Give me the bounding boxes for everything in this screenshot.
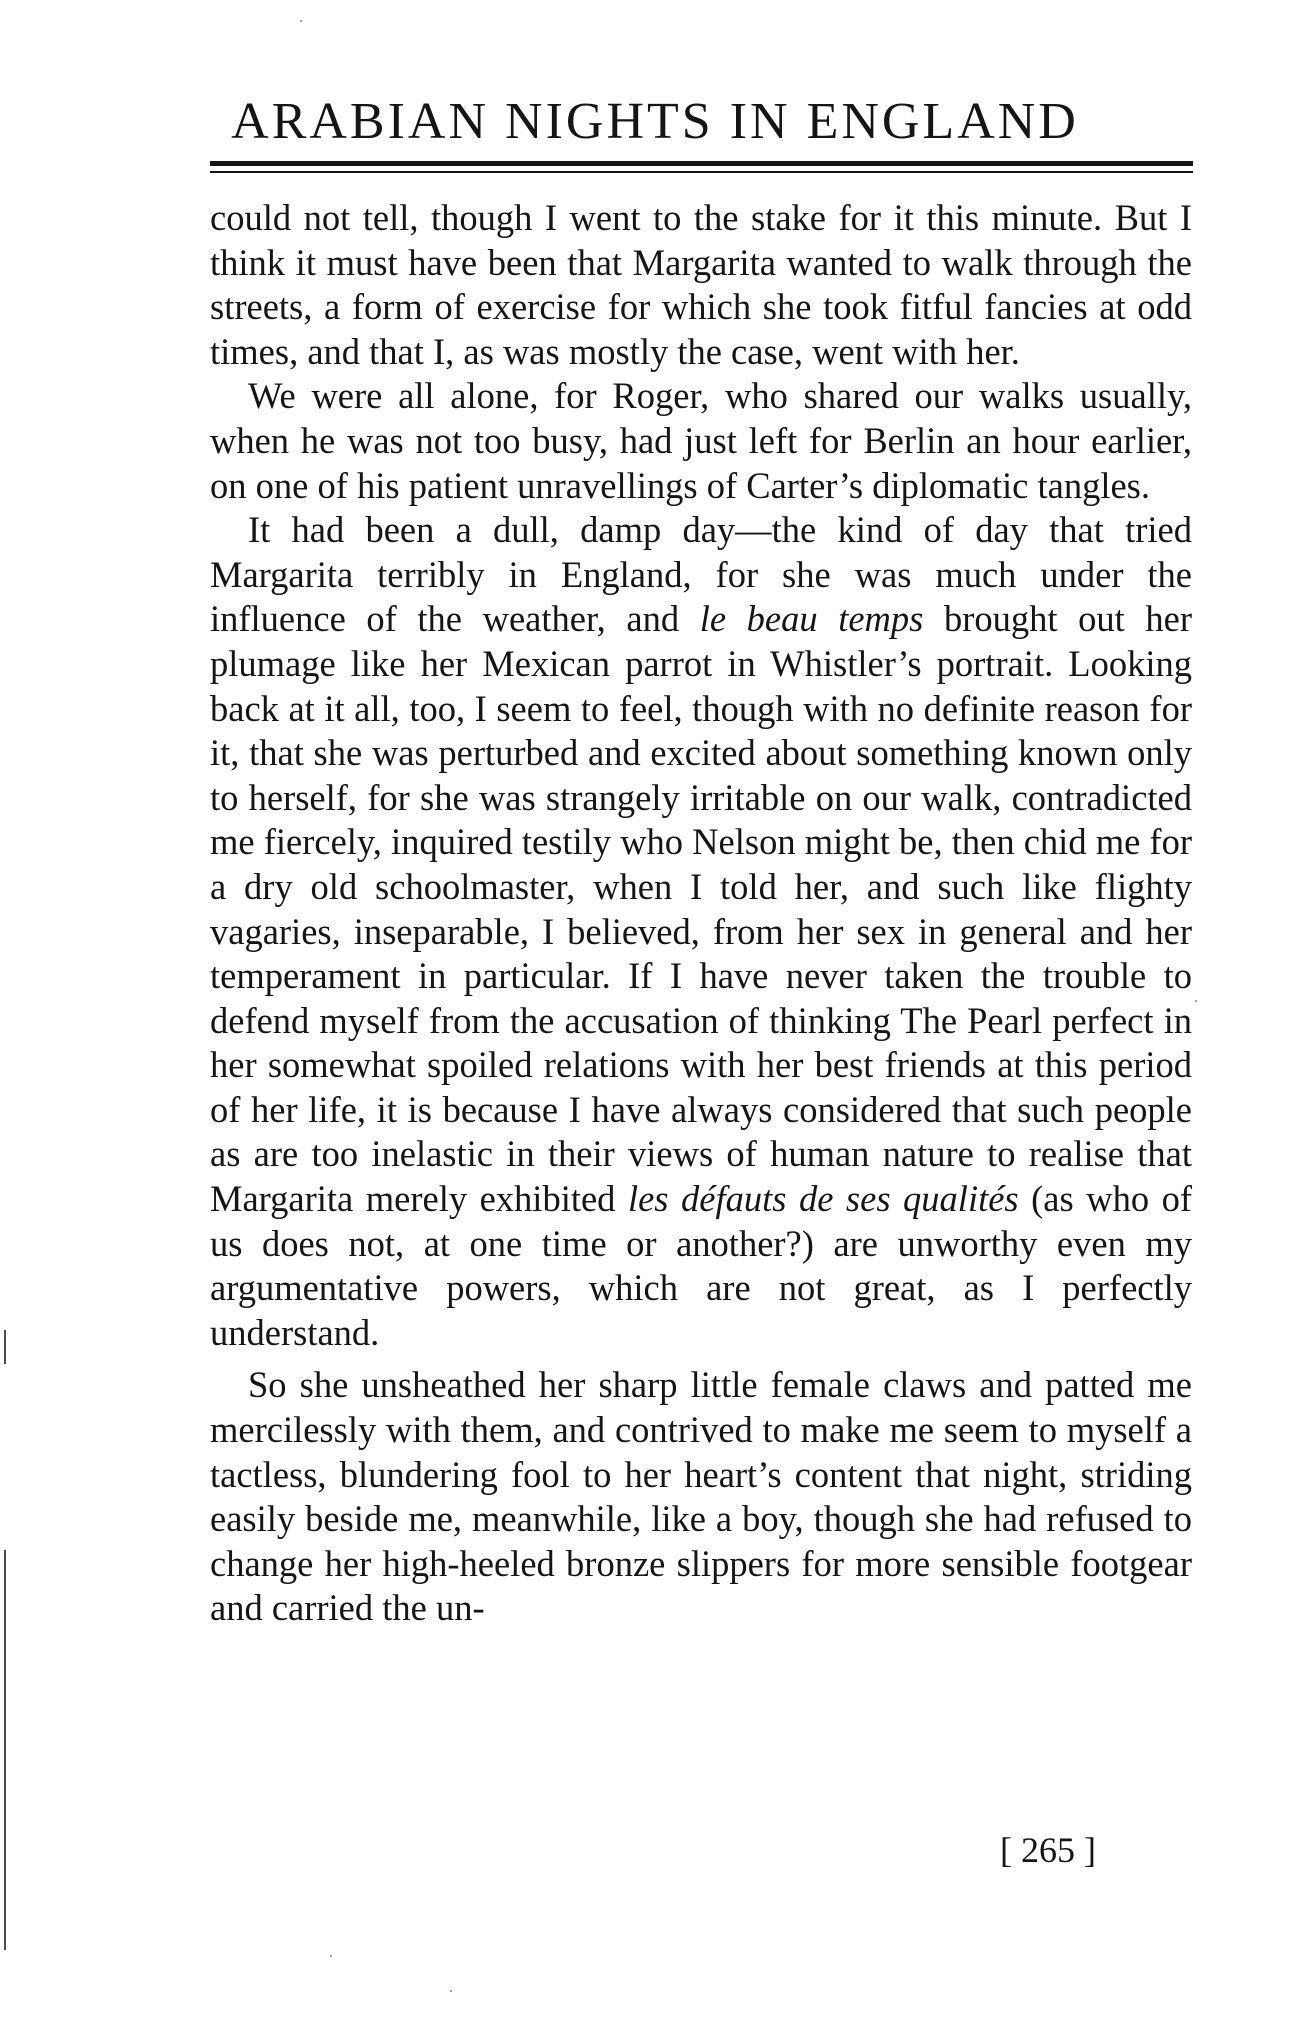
scan-margin-mark (4, 1330, 6, 1364)
paragraph-4: So she unsheathed her sharp little female claws and patted me mercilessly with them, and contrived to make me seem to myself a tactless, blundering fool to her heart’s content that night, striding easily beside me, meanwhile, like a boy, though she had refused to change her high-heeled bronze slippers for more sensible footgear and carried the un- (210, 1364, 1192, 1629)
paragraph-3-italic-a: le beau temps (699, 598, 924, 640)
paragraph-1: could not tell, though I went to the stake for it this minute. But I think it must have been that Margarita wanted to walk through the streets, a form of exercise for which she took fitful fancies at odd times, and that I, as was mostly the case, went with her. (210, 197, 1192, 372)
body-text (210, 196, 1192, 1631)
header-rule-thin (210, 171, 1193, 173)
scan-speck (330, 1955, 332, 1957)
scan-margin-mark (4, 1550, 6, 1950)
scan-speck (300, 20, 302, 22)
paragraph-3-text-b: brought out her plumage like her Mexican parrot in Whistler’s portrait. Looking back at it all, too, I seem to feel, though with no definite reason for it, that she was perturbed and excited about something known only to herself, for she was strangely irritable on our walk, contradicted me fiercely, inquired testily who Nelson might be, then chid me for a dry old schoolmaster, when I told her, and such like flighty vagaries, inseparable, I believed, from her sex in general and her temperament in particular. If I have never taken the trouble to defend myself from the accusation of thinking The Pearl perfect in her somewhat spoiled relations with her best friends at this period of her life, it is because I have always considered that such people as are too inelastic in their views of human nature to realise that Margarita merely exhibited (210, 598, 1192, 1220)
paragraph-2: We were all alone, for Roger, who shared our walks usually, when he was not too busy, had just left for Berlin an hour earlier, on one of his patient unravellings of Carter’s diplomatic tangles. (210, 375, 1192, 506)
scan-speck (450, 1990, 452, 1992)
paragraph-3-text-c: (as who of us does not, at one time or another?) are unworthy even my argumentative powers, which are not great, as I perfectly understand. (210, 1178, 1193, 1353)
page-number: [ 265 ] (1000, 1830, 1096, 1870)
scan-speck (1195, 1000, 1197, 1002)
paragraph-3 (210, 508, 1192, 1355)
paragraph-3-italic-b: les défauts de ses qualités (627, 1178, 1019, 1220)
header-rule-thick (210, 161, 1193, 166)
running-head: ARABIAN NIGHTS IN ENGLAND (231, 93, 1079, 150)
paragraph-3-text-a: It had been a dull, damp day—the kind of day that tried Margarita terribly in England, for she was much under the influence of the weather, and (210, 509, 1192, 640)
